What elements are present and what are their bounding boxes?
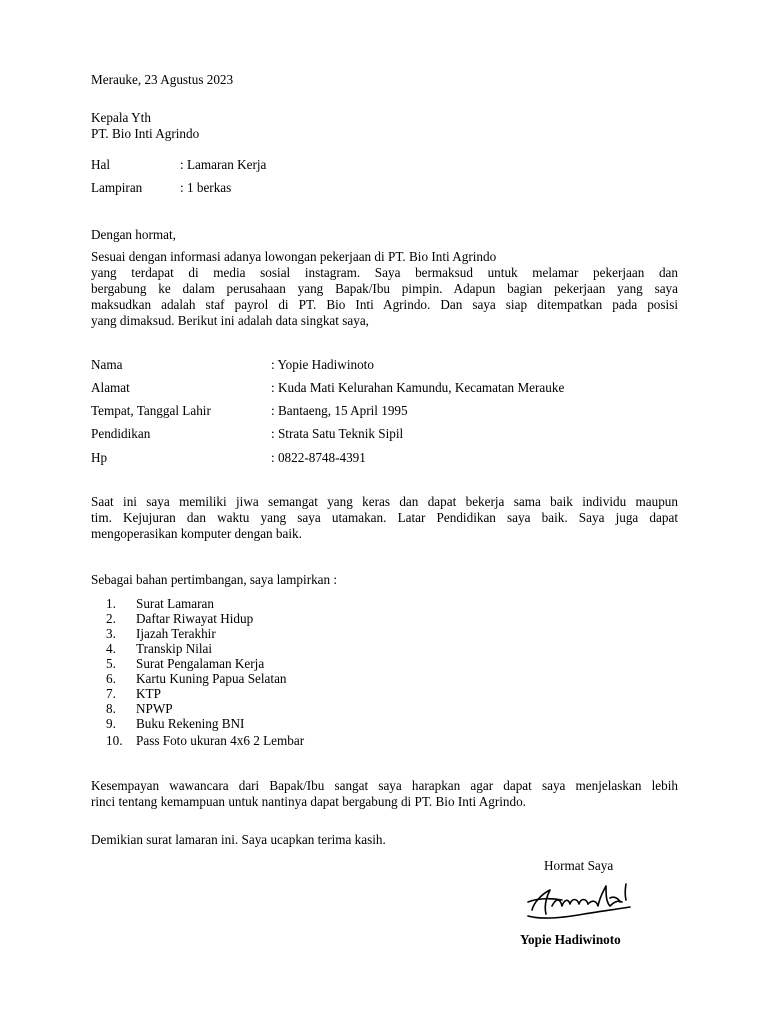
personal-label-birth: Tempat, Tanggal Lahir (91, 403, 211, 418)
list-text: Surat Lamaran (136, 596, 214, 611)
closing-line-2: rinci tentang kemampuan untuk nantinya dapat bergabung di PT. Bio Inti Agrindo. (91, 794, 526, 809)
intro-line-4: maksudkan adalah staf payrol di PT. Bio Inti Agrindo. Dan saya siap ditempatkan pada posisi (91, 297, 678, 312)
list-number: 1. (106, 596, 116, 611)
list-number: 3. (106, 626, 116, 641)
personal-label-phone: Hp (91, 450, 108, 465)
list-number: 9. (106, 716, 116, 731)
thanks-line: Demikian surat lamaran ini. Saya ucapkan terima kasih. (91, 832, 386, 847)
body-line-2: tim. Kejujuran dan waktu yang saya utamakan. Latar Pendidikan saya baik. Saya juga dapat (91, 510, 678, 525)
list-text: Buku Rekening BNI (136, 716, 245, 731)
personal-label-name: Nama (91, 357, 123, 372)
list-text: KTP (136, 686, 161, 701)
list-item (106, 611, 253, 626)
list-number: 7. (106, 686, 116, 701)
closing-line-1: Kesempayan wawancara dari Bapak/Ibu sangat saya harapkan agar dapat saya menjelaskan lebih (91, 778, 678, 793)
list-text: Kartu Kuning Papua Selatan (136, 671, 287, 686)
recipient-line-1: Kepala Yth (91, 110, 151, 125)
attachment-count-label: Lampiran (91, 180, 143, 195)
subject-label: Hal (91, 157, 111, 172)
handwritten-signature (522, 876, 634, 924)
body-line-1: Saat ini saya memiliki jiwa semangat yang keras dan dapat bekerja sama baik individu maupun (91, 494, 678, 509)
intro-line-2: yang terdapat di media sosial instagram. Saya bermaksud untuk melamar pekerjaan dan (91, 265, 678, 280)
personal-value-phone: : 0822-8748-4391 (271, 450, 366, 465)
signer-name: Yopie Hadiwinoto (520, 932, 621, 947)
subject-value: : Lamaran Kerja (180, 157, 267, 172)
personal-label-address: Alamat (91, 380, 130, 395)
list-item (106, 686, 161, 701)
personal-value-address: : Kuda Mati Kelurahan Kamundu, Kecamatan Merauke (271, 380, 565, 395)
list-number: 8. (106, 701, 116, 716)
body-line-3: mengoperasikan komputer dengan baik. (91, 526, 302, 541)
list-number: 10. (106, 733, 123, 748)
list-number: 6. (106, 671, 116, 686)
list-item (106, 716, 244, 731)
list-item (106, 641, 212, 656)
recipient-line-2: PT. Bio Inti Agrindo (91, 126, 200, 141)
attachment-count-value: : 1 berkas (180, 180, 232, 195)
list-number: 5. (106, 656, 116, 671)
list-item (106, 701, 173, 716)
list-text: Daftar Riwayat Hidup (136, 611, 254, 626)
salutation: Dengan hormat, (91, 227, 176, 242)
personal-label-education: Pendidikan (91, 426, 151, 441)
intro-line-5: yang dimaksud. Berikut ini adalah data singkat saya, (91, 313, 369, 328)
intro-line-1: Sesuai dengan informasi adanya lowongan pekerjaan di PT. Bio Inti Agrindo (91, 249, 497, 264)
list-text: Transkip Nilai (136, 641, 213, 656)
regards-label: Hormat Saya (544, 858, 614, 873)
personal-value-name: : Yopie Hadiwinoto (271, 357, 374, 372)
list-item (106, 733, 304, 748)
list-text: NPWP (136, 701, 173, 716)
list-item (106, 656, 264, 671)
list-text: Pass Foto ukuran 4x6 2 Lembar (136, 733, 305, 748)
attachments-intro: Sebagai bahan pertimbangan, saya lampirkan : (91, 572, 338, 587)
list-number: 2. (106, 611, 116, 626)
date-line: Merauke, 23 Agustus 2023 (91, 72, 234, 87)
list-item (106, 671, 287, 686)
personal-value-birth: : Bantaeng, 15 April 1995 (271, 403, 408, 418)
list-number: 4. (106, 641, 116, 656)
list-item (106, 596, 214, 611)
list-text: Ijazah Terakhir (136, 626, 216, 641)
list-text: Surat Pengalaman Kerja (136, 656, 265, 671)
intro-line-3: bergabung ke dalam perusahaan yang Bapak/Ibu pimpin. Adapun bagian pekerjaan yang saya (91, 281, 678, 296)
personal-value-education: : Strata Satu Teknik Sipil (271, 426, 404, 441)
list-item (106, 626, 216, 641)
